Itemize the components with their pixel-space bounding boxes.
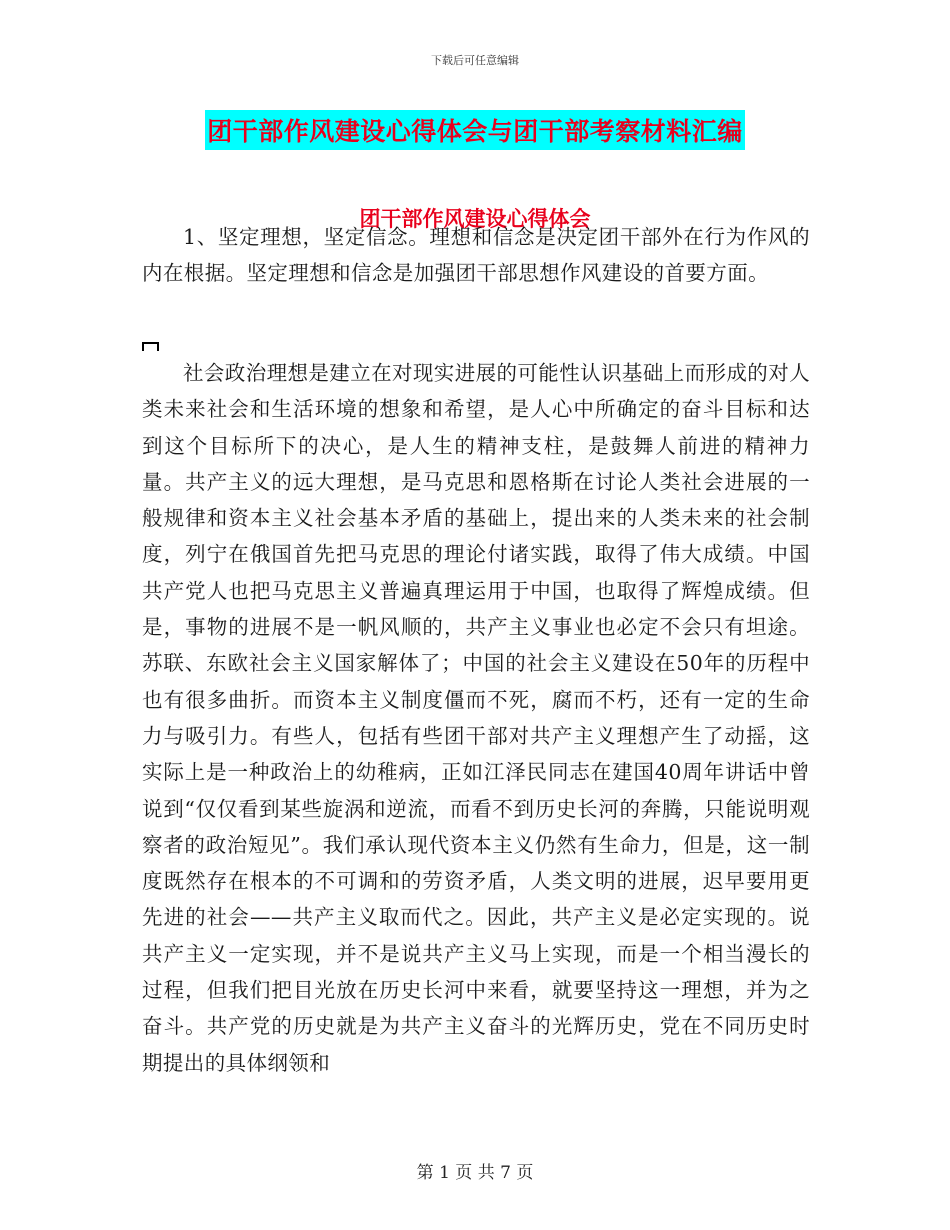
section-title: 团干部作风建设心得体会 — [359, 207, 591, 231]
paragraph-1: 1、坚定理想，坚定信念。理想和信念是决定团干部外在行为作风的内在根据。坚定理想和信念是加强团干部思想作风建设的首要方面。 — [142, 225, 810, 286]
page-header-note: 下载后可任意编辑 — [431, 54, 519, 67]
page-number: 第 1 页 共 7 页 — [416, 1163, 534, 1183]
main-title-container — [0, 110, 950, 150]
paragraph-2: 社会政治理想是建立在对现实进展的可能性认识基础上而形成的对人类未来社会和生活环境的想象和希望，是人心中所确定的奋斗目标和达到这个目标所下的决心，是人生的精神支柱，是鼓舞人前进的精神力量。共产主义的远大理想，是马克思和恩格斯在讨论人类社会进展的一般规律和资本主义社会基本矛盾的基础上，提出来的人类未来的社会制度，列宁在俄国首先把马克思的理论付诸实践，取得了伟大成绩。中国共产党人也把马克思主义普遍真理运用于中国，也取得了辉煌成绩。但是，事物的进展不是一帆风顺的，共产主义事业也必定不会只有坦途。苏联、东欧社会主义国家解体了；中国的社会主义建设在50年的历程中也有很多曲折。而资本主义制度僵而不死，腐而不朽，还有一定的生命力与吸引力。有些人，包括有些团干部对共产主义理想产生了动摇，这实际上是一种政治上的幼稚病，正如江泽民同志在建国40周年讲话中曾说到“仅仅看到某些旋涡和逆流，而看不到历史长河的奔腾，只能说明观察者的政治短见”。我们承认现代资本主义仍然有生命力，但是，这一制度既然存在根本的不可调和的劳资矛盾，人类文明的进展，迟早要用更先进的社会——共产主义取而代之。因此，共产主义是必定实现的。说共产主义一定实现，并不是说共产主义马上实现，而是一个相当漫长的过程，但我们把目光放在历史长河中来看，就要坚持这一理想，并为之奋斗。共产党的历史就是为共产主义奋斗的光辉历史，党在不同历史时期提出的具体纲领和 — [142, 361, 810, 1075]
bracket-mark-icon — [142, 342, 159, 351]
main-title: 团干部作风建设心得体会与团干部考察材料汇编 — [205, 110, 745, 150]
